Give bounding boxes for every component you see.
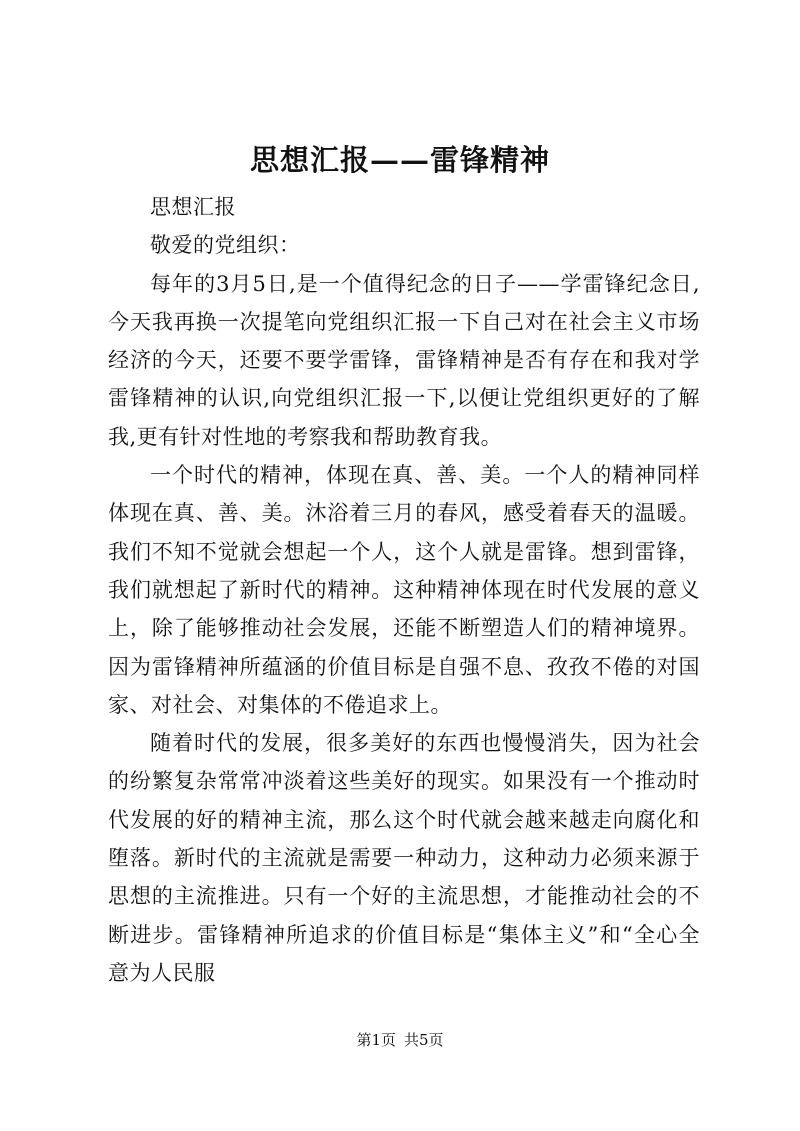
page-total: 共5页 — [404, 1031, 444, 1049]
paragraph: 每年的3月5日,是一个值得纪念的日子——学雷锋纪念日,今天我再换一次提笔向党组织汇报一下自己对在社会主义市场经济的今天，还要不要学雷锋，雷锋精神是否有存在和我对学雷锋精神的认识,向党组织汇报一下,以便让党组织更好的了解我,更有针对性地的考察我和帮助教育我。 — [108, 271, 700, 449]
document-body — [108, 188, 700, 992]
paragraph: 一个时代的精神，体现在真、善、美。一个人的精神同样体现在真、善、美。沐浴着三月的春风，感受着春天的温暖。我们不知不觉就会想起一个人，这个人就是雷锋。想到雷锋，我们就想起了新时代的精神。这种精神体现在时代发展的意义上，除了能够推动社会发展，还能不断塑造人们的精神境界。因为雷锋精神所蕴涵的价值目标是自强不息、孜孜不倦的对国家、对社会、对集体的不倦追求上。 — [108, 463, 700, 717]
paragraph: 随着时代的发展，很多美好的东西也慢慢消失，因为社会的纷繁复杂常常冲淡着这些美好的现实。如果没有一个推动时代发展的好的精神主流，那么这个时代就会越来越走向腐化和堕落。新时代的主流就是需要一种动力，这种动力必须来源于思想的主流推进。只有一个好的主流思想，才能推动社会的不断进步。雷锋精神所追求的价值目标是“集体主义”和“全心全意为人民服 — [108, 731, 700, 985]
paragraph-salutation: 敬爱的党组织： — [150, 233, 301, 258]
paragraph-heading: 思想汇报 — [150, 195, 236, 219]
page-number: 第1页 — [356, 1031, 396, 1049]
page-footer — [0, 1030, 800, 1050]
document-title: 思想汇报——雷锋精神 — [249, 143, 550, 177]
